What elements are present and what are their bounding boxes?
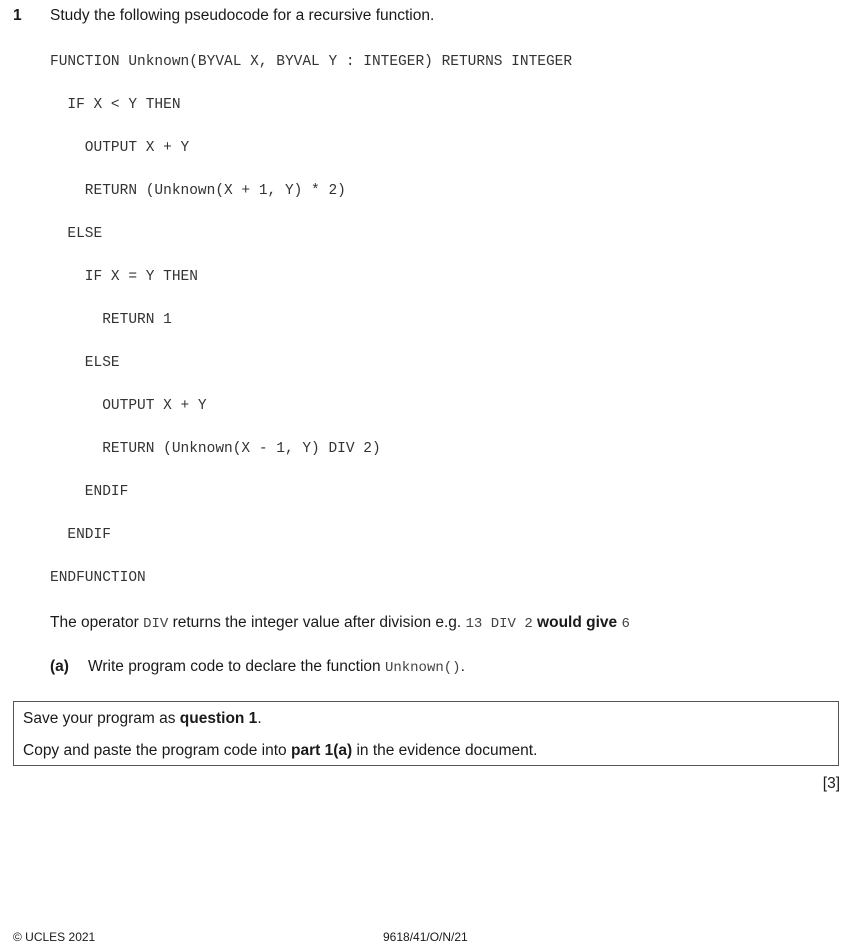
instruction-bold: part 1(a): [290, 742, 353, 759]
code-line: ENDFUNCTION: [50, 570, 146, 586]
note-text: would give: [532, 614, 622, 631]
question-intro: Study the following pseudocode for a recursive function.: [50, 7, 435, 24]
instruction-text: .: [257, 710, 262, 727]
code-line: RETURN (Unknown(X - 1, Y) DIV 2): [50, 441, 381, 457]
instruction-text: in the evidence document.: [352, 742, 538, 759]
evidence-instructions-box: [13, 701, 839, 766]
operator-note: [50, 614, 630, 632]
code-line: IF X = Y THEN: [50, 269, 198, 285]
part-a-prompt: [88, 658, 465, 676]
code-line: ELSE: [50, 355, 120, 371]
part-a-label: (a): [50, 658, 69, 675]
save-instruction: [23, 710, 262, 728]
code-line: RETURN (Unknown(X + 1, Y) * 2): [50, 183, 346, 199]
code-line: IF X < Y THEN: [50, 97, 181, 113]
code-line: ELSE: [50, 226, 103, 242]
footer-paper-code: 9618/41/O/N/21: [383, 930, 468, 944]
instruction-bold: question 1: [179, 710, 258, 727]
note-code: 13 DIV 2: [465, 616, 533, 632]
note-code: 6: [621, 616, 630, 632]
part-a-end: .: [460, 658, 465, 675]
note-text: returns the integer value after division e.g.: [168, 614, 466, 631]
instruction-text: Save your program as: [23, 710, 180, 727]
code-line: ENDIF: [50, 484, 129, 500]
code-line: ENDIF: [50, 527, 111, 543]
copy-instruction: [23, 742, 537, 760]
code-line: RETURN 1: [50, 312, 172, 328]
question-number: 1: [13, 7, 22, 24]
part-a-text: Write program code to declare the function: [88, 658, 385, 675]
part-a-code: Unknown(): [384, 660, 461, 676]
code-line: FUNCTION Unknown(BYVAL X, BYVAL Y : INTEGER) RETURNS INTEGER: [50, 54, 573, 70]
instruction-text: Copy and paste the program code into: [23, 742, 291, 759]
note-text: The operator: [50, 614, 144, 631]
footer-copyright: © UCLES 2021: [13, 930, 96, 944]
code-line: OUTPUT X + Y: [50, 140, 190, 156]
note-code: DIV: [143, 616, 169, 632]
marks-allocation: [3]: [822, 775, 840, 792]
code-line: OUTPUT X + Y: [50, 398, 207, 414]
